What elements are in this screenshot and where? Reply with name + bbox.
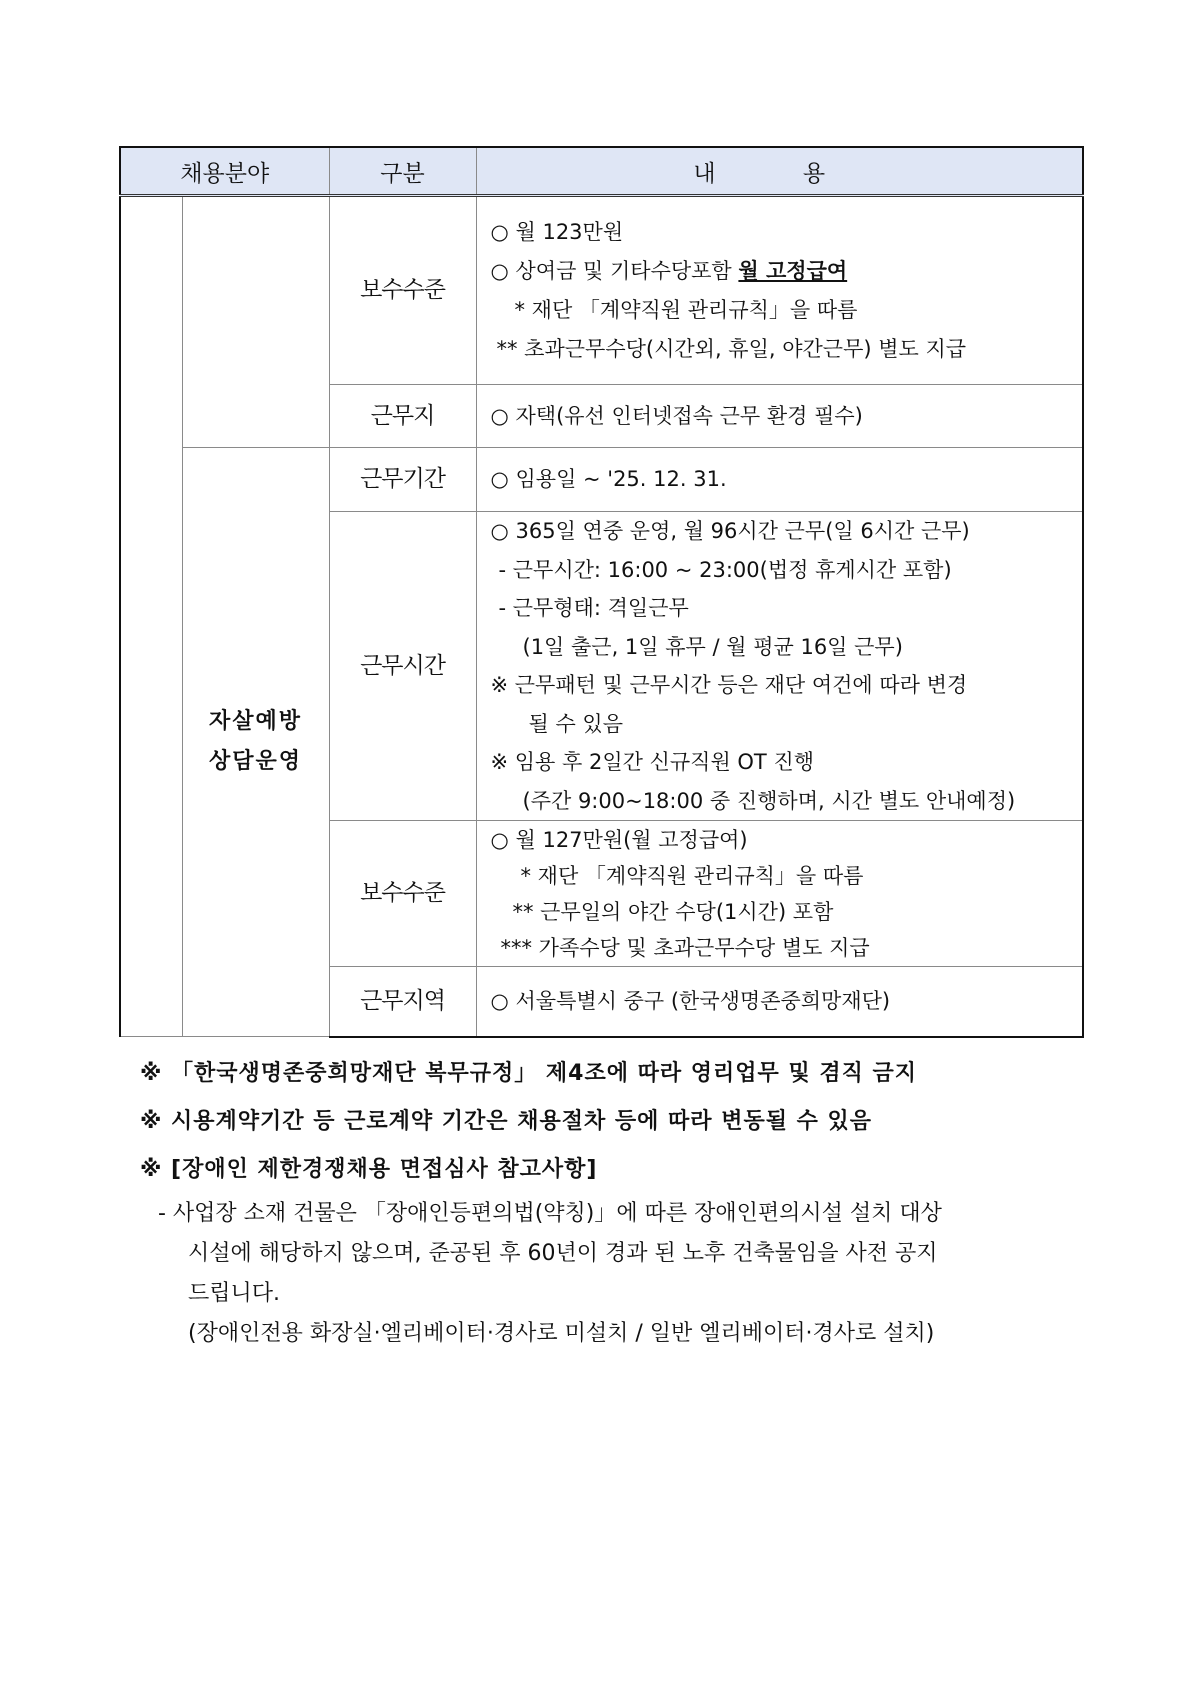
header-recruit-field: 채용분야 bbox=[120, 147, 329, 196]
disability-note-line: 시설에 해당하지 않으며, 준공된 후 60년이 경과 된 노후 건축물임을 사전 공지 bbox=[188, 1241, 938, 1266]
field-salary-2: 보수수준 bbox=[329, 821, 476, 967]
field-region: 근무지역 bbox=[329, 967, 476, 1037]
disability-note-line: 드립니다. bbox=[188, 1281, 281, 1306]
content-line: 될 수 있음 bbox=[528, 711, 623, 736]
content-salary-2 bbox=[476, 821, 1083, 967]
category-suicide-prevention bbox=[182, 448, 329, 1037]
header-content: 내 용 bbox=[476, 147, 1083, 196]
content-line: (주간 9:00~18:00 중 진행하며, 시간 별도 안내예정) bbox=[522, 788, 1016, 813]
bonus-text: ○ 상여금 및 기타수당포함 bbox=[490, 258, 732, 283]
category-cell-group1 bbox=[182, 196, 329, 448]
category-line-2: 상담운영 bbox=[208, 749, 302, 774]
content-line: ** 초과근무수당(시간외, 휴일, 야간근무) 별도 지급 bbox=[496, 336, 967, 361]
blank-left-column bbox=[120, 196, 182, 1037]
field-workplace: 근무지 bbox=[329, 385, 476, 448]
field-hours: 근무시간 bbox=[329, 512, 476, 821]
content-line: ○ 365일 연중 운영, 월 96시간 근무(일 6시간 근무) bbox=[490, 519, 970, 543]
header-division: 구분 bbox=[329, 147, 476, 196]
table-header-row bbox=[120, 147, 1083, 196]
field-salary-1: 보수수준 bbox=[329, 196, 476, 385]
category-line-1: 자살예방 bbox=[208, 709, 302, 734]
content-line: * 재단 「계약직원 관리규칙」을 따름 bbox=[520, 863, 864, 888]
fixed-salary-emphasis: 월 고정급여 bbox=[738, 258, 848, 283]
content-line: ○ 월 127만원(월 고정급여) bbox=[490, 827, 748, 852]
table-row bbox=[120, 196, 1083, 385]
content-line: ○ 임용일 ~ '25. 12. 31. bbox=[490, 467, 727, 491]
disability-note-line: (장애인전용 화장실·엘리베이터·경사로 미설치 / 일반 엘리베이터·경사로 설치) bbox=[188, 1321, 935, 1346]
content-line: ○ 월 123만원 bbox=[490, 219, 624, 244]
content-salary-1 bbox=[476, 196, 1083, 385]
note-side-job: ※ 「한국생명존중희망재단 복무규정」 제4조에 따라 영리업무 및 겸직 금지 bbox=[140, 1061, 918, 1086]
content-hours bbox=[476, 512, 1083, 821]
table-row bbox=[120, 448, 1083, 512]
content-line: *** 가족수당 및 초과근무수당 별도 지급 bbox=[500, 935, 870, 960]
content-line: (1일 출근, 1일 휴무 / 월 평균 16일 근무) bbox=[522, 634, 903, 659]
content-line: - 근무형태: 격일근무 bbox=[498, 596, 689, 620]
content-line bbox=[491, 252, 1073, 291]
content-line: ※ 임용 후 2일간 신규직원 OT 진행 bbox=[490, 750, 815, 774]
note-contract-period: ※ 시용계약기간 등 근로계약 기간은 채용절차 등에 따라 변동될 수 있음 bbox=[140, 1109, 873, 1134]
content-workplace bbox=[476, 385, 1083, 448]
content-line: ○ 자택(유선 인터넷접속 근무 환경 필수) bbox=[490, 403, 863, 428]
content-line: ※ 근무패턴 및 근무시간 등은 재단 여건에 따라 변경 bbox=[490, 673, 968, 697]
notes-section bbox=[140, 1050, 1090, 1354]
note-disability-heading: ※ [장애인 제한경쟁채용 면접심사 참고사항] bbox=[140, 1157, 598, 1182]
content-period bbox=[476, 448, 1083, 512]
content-line: - 근무시간: 16:00 ~ 23:00(법정 휴게시간 포함) bbox=[498, 557, 952, 582]
disability-note-line: - 사업장 소재 건물은 「장애인등편의법(약칭)」에 따른 장애인편의시설 설치 대상 bbox=[158, 1201, 942, 1226]
recruitment-table bbox=[119, 146, 1084, 1038]
field-period: 근무기간 bbox=[329, 448, 476, 512]
content-region bbox=[476, 967, 1083, 1037]
content-line: * 재단 「계약직원 관리규칙」을 따름 bbox=[514, 297, 858, 322]
content-line: ○ 서울특별시 중구 (한국생명존중희망재단) bbox=[490, 988, 891, 1013]
content-line: ** 근무일의 야간 수당(1시간) 포함 bbox=[512, 899, 834, 924]
